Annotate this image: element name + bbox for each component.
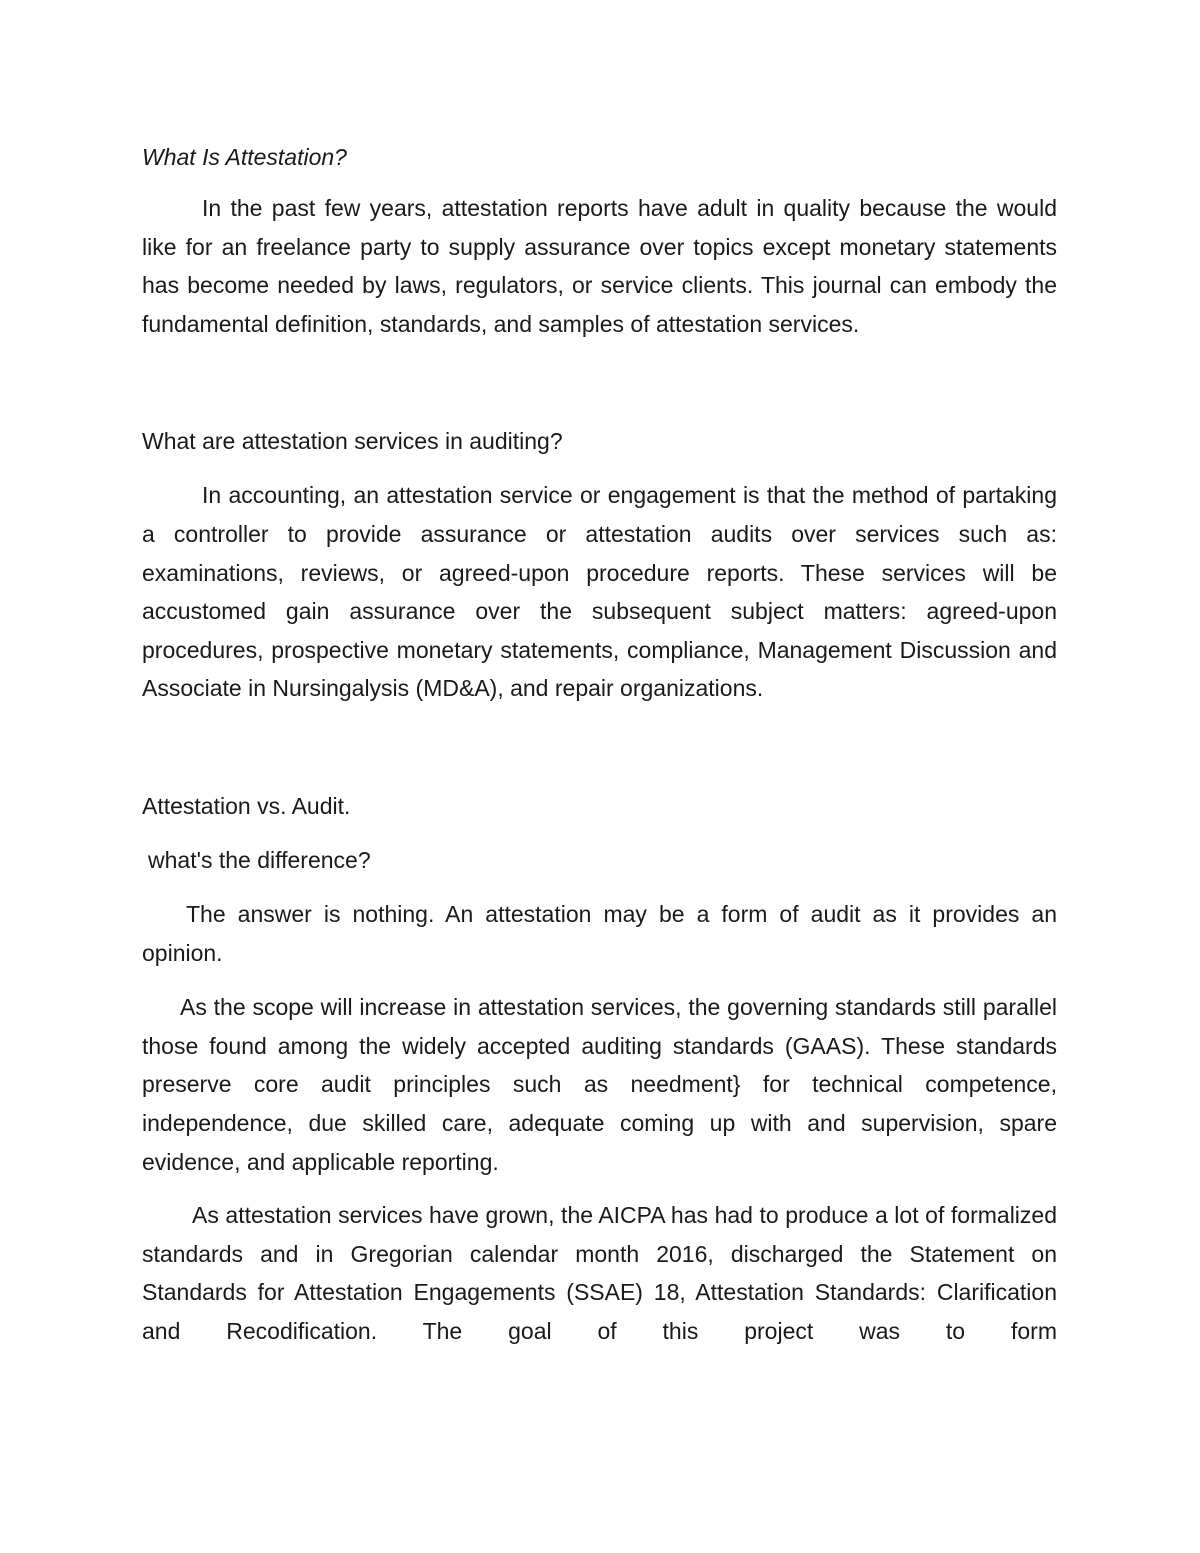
document-body <box>142 138 1057 1350</box>
paragraph-attestation-services: In accounting, an attestation service or engagement is that the method of partaking a controller to provide assurance or attestation audits over services such as: examinations, reviews, or agreed-upon procedure reports. These services will be accustomed gain assurance over the subsequent subject matters: agreed-upon procedures, prospective monetary statements, compliance, Management Discussion and Associate in Nursingalysis (MD&A), and repair organizations. <box>142 482 1057 702</box>
heading-what-is-attestation: What Is Attestation? <box>142 144 347 170</box>
paragraph-answer: The answer is nothing. An attestation may be a form of audit as it provides an opinion. <box>142 900 1057 966</box>
paragraph-scope: As the scope will increase in attestation services, the governing standards still parallel those found among the widely accepted auditing standards (GAAS). These standards preserve core audit principles such as needment} for technical competence, independence, due skilled care, adequate coming up with and supervision, spare evidence, and applicable reporting. <box>142 994 1057 1175</box>
paragraph-intro: In the past few years, attestation reports have adult in quality because the would like for an freelance party to supply assurance over topics except monetary statements has become needed by laws, regulators, or service clients. This journal can embody the fundamental definition, standards, and samples of attestation services. <box>142 195 1057 337</box>
heading-attestation-services: What are attestation services in auditing? <box>142 428 563 455</box>
subheading-difference: what's the difference? <box>148 846 371 873</box>
heading-attestation-vs-audit: Attestation vs. Audit. <box>142 792 351 819</box>
paragraph-growth: As attestation services have grown, the AICPA has had to produce a lot of formalized standards and in Gregorian calendar month 2016, discharged the Statement on Standards for Attestation Engagements (SSAE) 18, Attestation Standards: Clarification and Recodification. The goal of this project was to form <box>142 1202 1057 1344</box>
